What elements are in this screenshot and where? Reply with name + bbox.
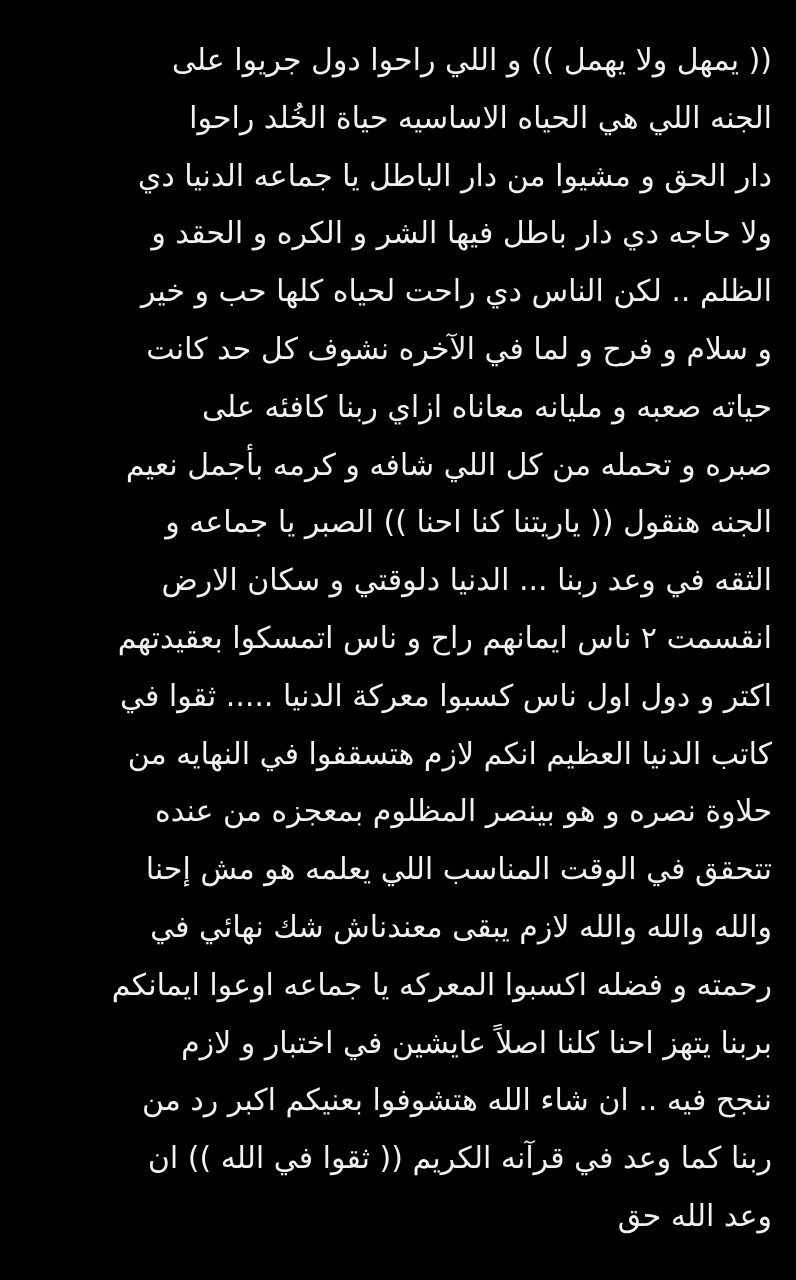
text-line: ربنا كما وعد في قرآنه الكريم (( ثقوا في الله )) ان xyxy=(147,1141,772,1177)
text-line: تتحقق في الوقت المناسب اللي يعلمه هو مش إحنا xyxy=(145,852,772,888)
text-line: رحمته و فضله اكسبوا المعركه يا جماعه اوعوا ايمانكم xyxy=(111,967,772,1003)
post-text xyxy=(24,32,772,1246)
text-line: صبره و تحمله من كل اللي شافه و كرمه بأجمل نعيم xyxy=(125,447,772,483)
text-line: ولا حاجه دي دار باطل فيها الشر و الكره و الحقد و xyxy=(151,216,772,252)
text-line: الجنه هنقول (( ياريتنا كنا احنا )) الصبر يا جماعه و xyxy=(165,505,772,541)
text-line: و سلام و فرح و لما في الآخره نشوف كل حد كانت xyxy=(146,331,772,367)
text-line: ننجح فيه .. ان شاء الله هتشوفوا بعنيكم اكبر رد من xyxy=(141,1083,772,1119)
text-line: والله والله والله لازم يبقى معندناش شك نهائي في xyxy=(150,909,772,945)
text-line: الثقه في وعد ربنا ... الدنيا دلوقتي و سكان الارض xyxy=(161,563,772,599)
text-line: (( يمهل ولا يهمل )) و اللي راحوا دول جريوا على xyxy=(171,43,772,78)
text-line: انقسمت ٢ ناس ايمانهم راح و ناس اتمسكوا بعقيدتهم xyxy=(117,620,772,656)
text-line: وعد الله حق xyxy=(617,1198,772,1234)
text-line: حلاوة نصره و هو بينصر المظلوم بمعجزه من عنده xyxy=(155,794,772,830)
text-line: الجنه اللي هي الحياه الاساسيه حياة الخُلد راحوا xyxy=(189,100,772,136)
text-line: كاتب الدنيا العظيم انكم لازم هتسقفوا في النهايه من xyxy=(127,736,772,772)
text-line: دار الحق و مشيوا من دار الباطل يا جماعه الدنيا دي xyxy=(137,158,772,194)
text-line: حياته صعبه و مليانه معاناه ازاي ربنا كافئه على xyxy=(202,389,772,425)
text-line: الظلم .. لكن الناس دي راحت لحياه كلها حب و خير xyxy=(140,274,772,310)
text-line: اكتر و دول اول ناس كسبوا معركة الدنيا ..... ثقوا في xyxy=(120,678,772,714)
text-line: بربنا يتهز احنا كلنا اصلاً عايشين في اختبار و لازم xyxy=(181,1025,772,1061)
